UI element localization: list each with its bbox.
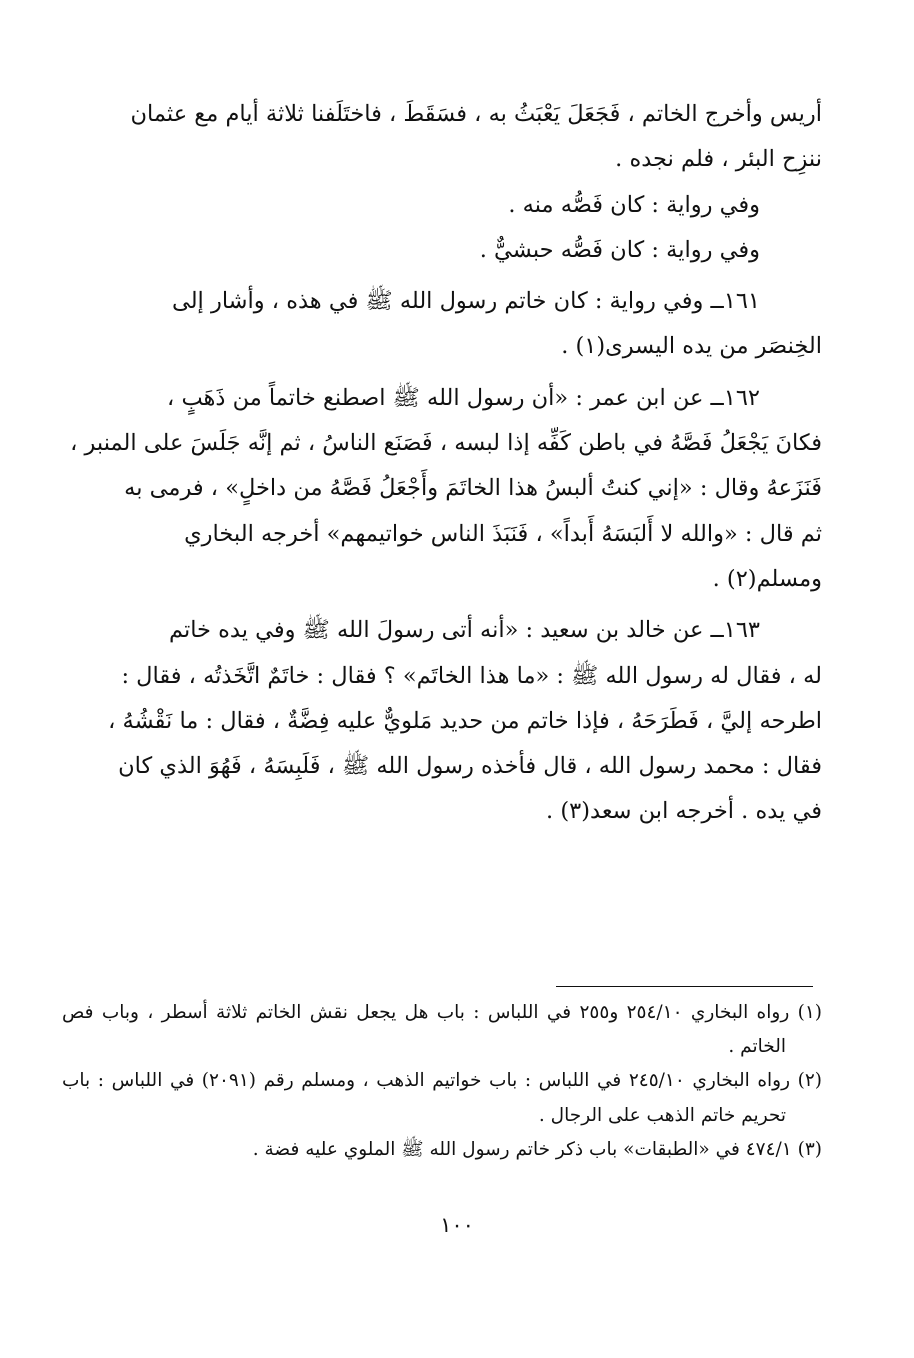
body-line: وفي رواية : كان فَصُّه منه . <box>508 191 760 218</box>
body-line: اطرحه إليَّ ، فَطَرَحَهُ ، فإذا خاتم من حديد مَلويٌّ عليه فِضَّةٌ ، فقال : ما نَقْشُهُ ، <box>108 707 822 734</box>
body-line: له ، فقال له رسول الله ﷺ : «ما هذا الخاتَم» ؟ فقال : خاتَمٌ اتَّخَذتُه ، فقال : <box>121 662 822 689</box>
footnote-3: (٣) ٤٧٤/١ في «الطبقات» باب ذكر خاتم رسول الله ﷺ الملوي عليه فضة . <box>252 1138 822 1160</box>
body-line: أريس وأخرج الخاتم ، فَجَعَلَ يَعْبَثُ به ، فسَقَطَ ، فاختَلَفنا ثلاثة أيام مع عثمان <box>130 101 822 127</box>
body-line: فَنَزَعهُ وقال : «إني كنتُ ألبسُ هذا الخاتَمَ وأَجْعَلُ فَصَّهُ من داخلٍ» ، فرمى به <box>124 475 822 502</box>
body-line: ثم قال : «والله لا أَلبَسَهُ أَبداً» ، فَنَبَذَ الناس خواتيمهم» أخرجه البخاري <box>184 520 822 547</box>
body-line: وفي رواية : كان فَصُّه حبشيٌّ . <box>479 236 760 263</box>
footnote-divider <box>556 986 813 987</box>
page-number: ١٠٠ <box>440 1213 474 1237</box>
body-line: الخِنصَر من يده اليسرى(١) . <box>561 333 822 360</box>
footnotes <box>62 996 822 1167</box>
hadith-161-line: ١٦١ــ وفي رواية : كان خاتم رسول الله ﷺ في هذه ، وأشار إلى <box>171 288 760 315</box>
hadith-162-line: ١٦٢ــ عن ابن عمر : «أن رسول الله ﷺ اصطنع خاتماً من ذَهَبٍ ، <box>167 384 760 411</box>
body-line: في يده . أخرجه ابن سعد(٣) . <box>546 798 822 825</box>
footnote-1: (١) رواه البخاري ٢٥٤/١٠ و٢٥٥ في اللباس : باب هل يجعل نقش الخاتم ثلاثة أسطر ، وباب فص الخاتم . <box>62 1002 822 1058</box>
hadith-163-line: ١٦٣ــ عن خالد بن سعيد : «أنه أتى رسولَ الله ﷺ وفي يده خاتم <box>168 617 760 644</box>
body-line: فكانَ يَجْعَلُ فَصَّهُ في باطن كَفِّه إذا لبسه ، فَصَنَع الناسُ ، ثم إنَّه جَلَسَ على المنبر ، <box>70 430 822 457</box>
body-line: فقال : محمد رسول الله ، قال فأخذه رسول الله ﷺ ، فَلَبِسَهُ ، فَهُوَ الذي كان <box>118 753 822 780</box>
body-line: ننزِح البئر ، فلم نجده . <box>615 146 822 173</box>
main-text <box>62 92 822 835</box>
body-line: ومسلم(٢) . <box>712 565 822 592</box>
footnote-2: (٢) رواه البخاري ٢٤٥/١٠ في اللباس : باب خواتيم الذهب ، ومسلم رقم (٢٠٩١) في اللباس : باب تحريم خاتم الذهب على الرجال . <box>62 1070 822 1126</box>
